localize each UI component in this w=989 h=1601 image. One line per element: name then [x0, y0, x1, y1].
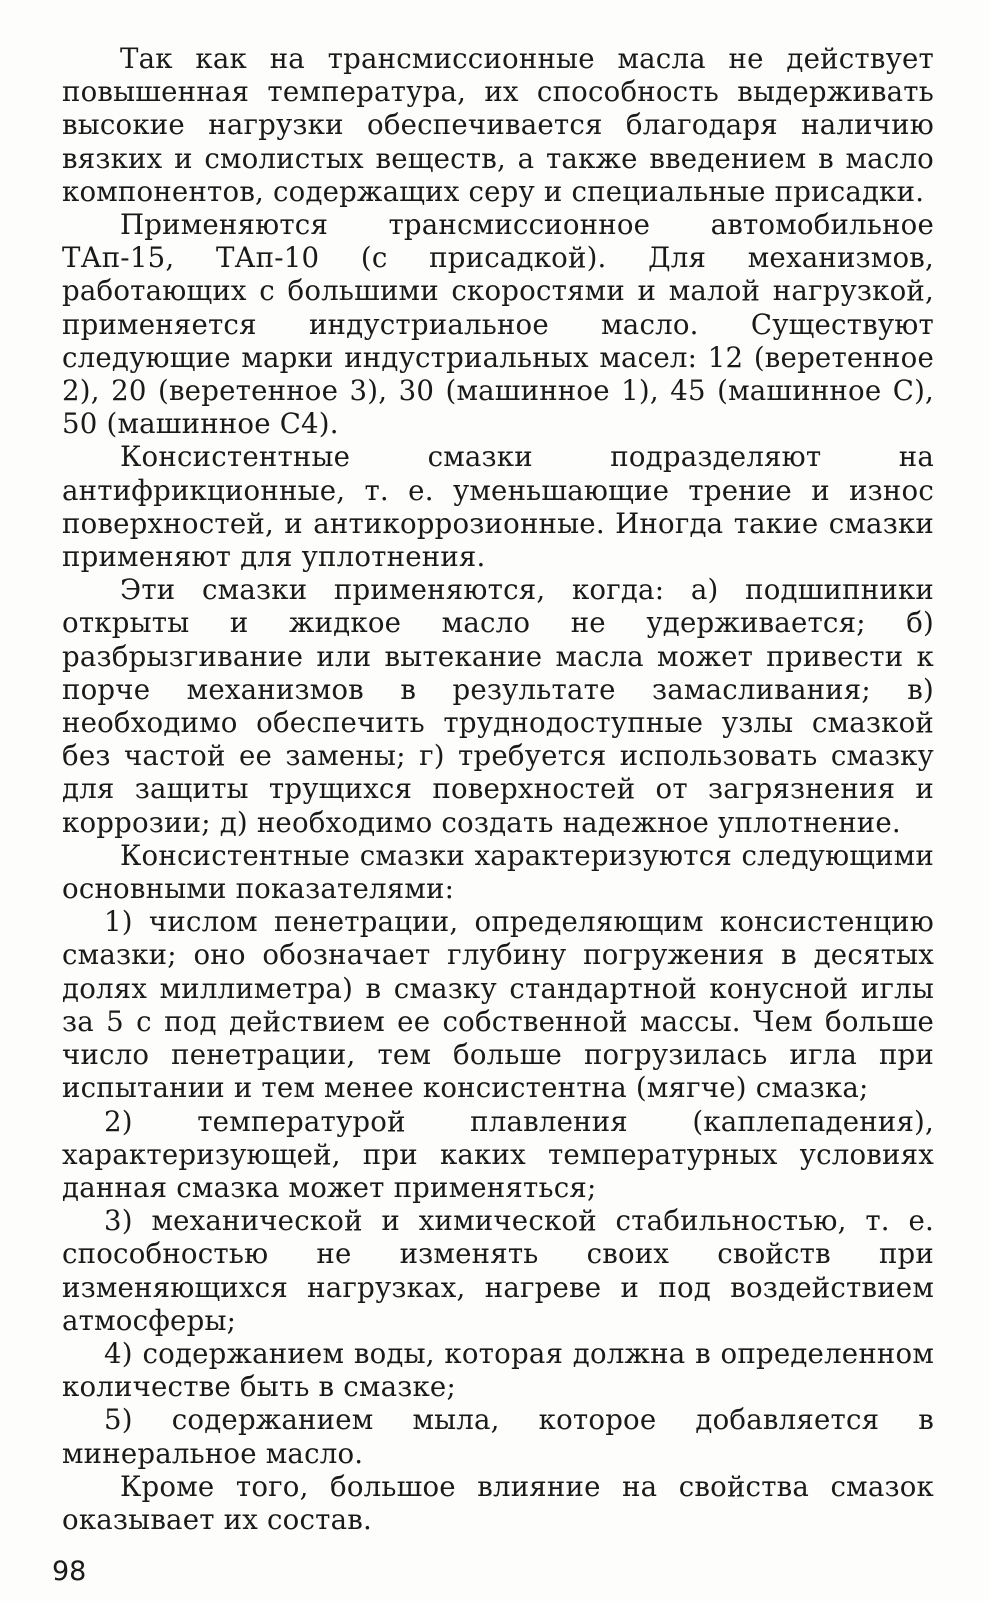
paragraph-oil-grades: Применяются трансмиссионное автомобильное ТАп-15, ТАп-10 (с присадкой). Для механизмов, работающих с большими скоростями и малой нагрузкой, применяется индустриальное масло. Существуют следующие марки индустриальных масел: 12 (веретенное 2), 20 (веретенное 3), 30 (машинное 1), 45 (машинное С), 50 (машинное С4). — [62, 208, 934, 441]
paragraph-closing: Кроме того, большое влияние на свойства смазок оказывает их состав. — [62, 1469, 934, 1536]
paragraph-transmission-oils: Так как на трансмиссионные масла не действует повышенная температура, их способность выдерживать высокие нагрузки обеспечивается благодаря наличию вязких и смолистых веществ, а также введением в масло компонентов, содержащих серу и специальные присадки. — [62, 42, 934, 208]
paragraph-grease-usage: Эти смазки применяются, когда: а) подшипники открыты и жидкое масло не удерживается; б) разбрызгивание или вытекание масла может привести к порче механизмов в результате замасливания; в) необходимо обеспечить труднодоступные узлы смазкой без частой ее замены; г) требуется использовать смазку для защиты трущихся поверхностей от загрязнения и коррозии; д) необходимо создать надежное уплотнение. — [62, 573, 934, 839]
list-item-stability: 3) механической и химической стабильностью, т. е. способностью не изменять своих свойств при изменяющихся нагрузках, нагреве и под воздействием атмосферы; — [62, 1204, 934, 1337]
paragraph-grease-types: Консистентные смазки подразделяют на антифрикционные, т. е. уменьшающие трение и износ поверхностей, и антикоррозионные. Иногда такие смазки применяют для уплотнения. — [62, 440, 934, 574]
list-item-penetration: 1) числом пенетрации, определяющим консистенцию смазки; оно обозначает глубину погружения в десятых долях миллиметра) в смазку стандартной конусной иглы за 5 с под действием ее собственной массы. Чем больше число пенетрации, тем больше погрузилась игла при испытании и тем менее консистентна (мягче) смазка; — [62, 905, 934, 1105]
body-text — [62, 42, 934, 1536]
list-item-soap-content: 5) содержанием мыла, которое добавляется в минеральное масло. — [62, 1403, 934, 1470]
paragraph-grease-indicators: Консистентные смазки характеризуются следующими основными показателями: — [62, 838, 934, 906]
page-number: 98 — [52, 1556, 87, 1587]
list-item-water-content: 4) содержанием воды, которая должна в определенном количестве быть в смазке; — [62, 1336, 934, 1404]
list-item-melting-point: 2) температурой плавления (каплепадения), характеризующей, при каких температурных условиях данная смазка может применяться; — [62, 1104, 934, 1204]
